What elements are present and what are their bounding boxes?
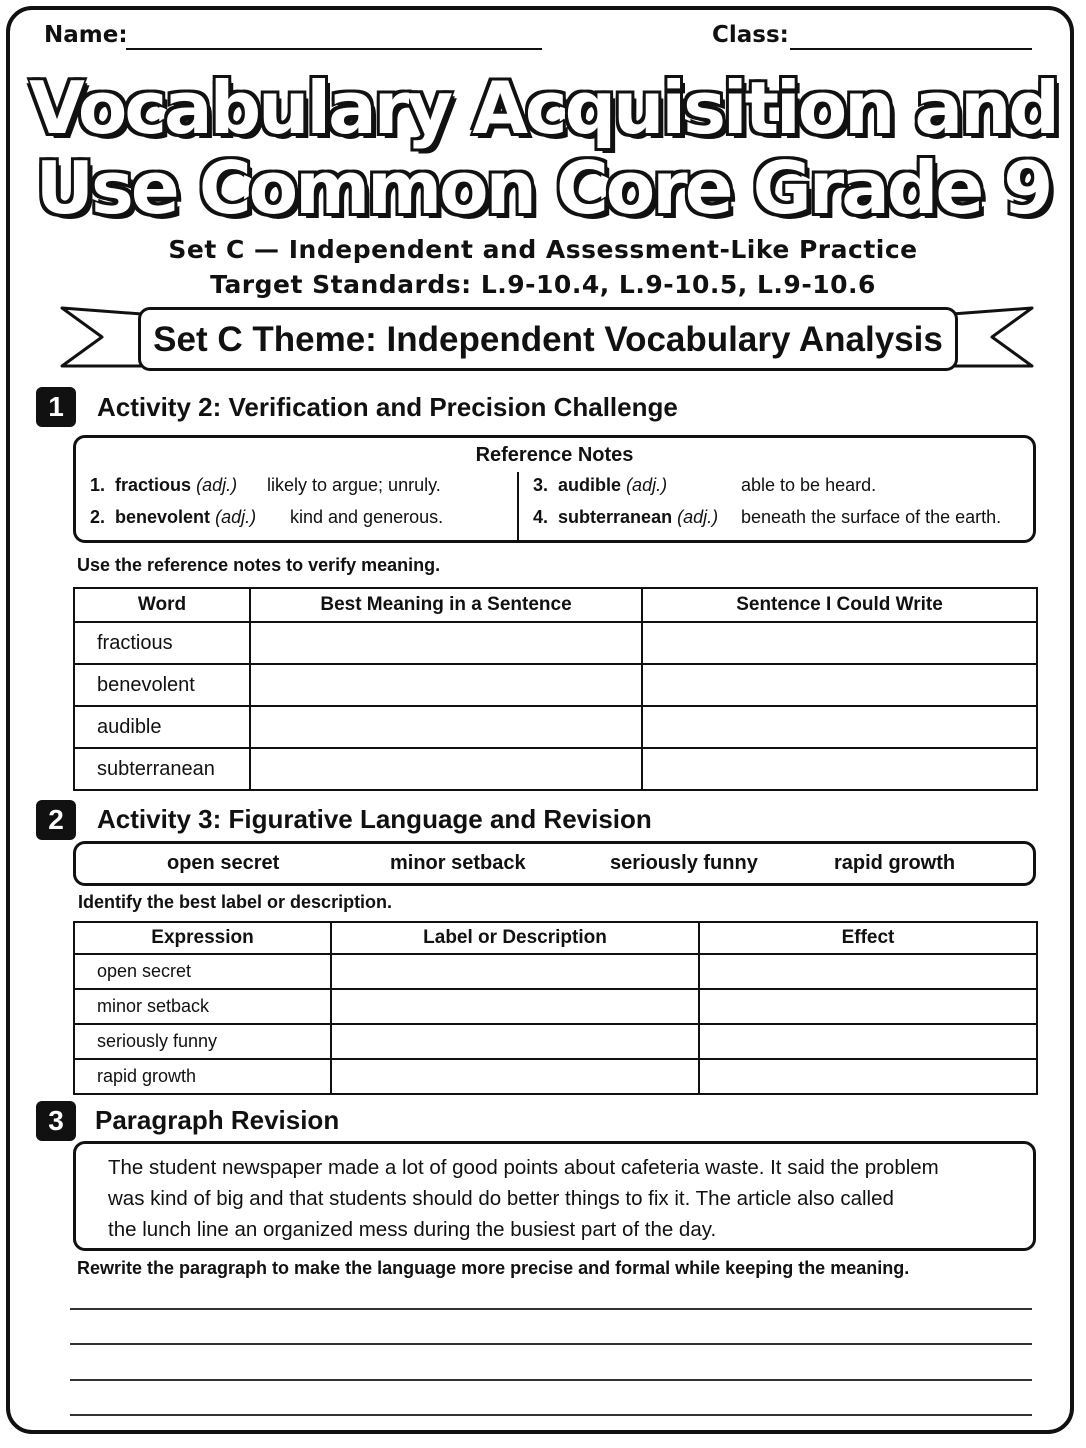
meaning-cell[interactable] xyxy=(250,664,642,706)
meaning-cell[interactable] xyxy=(250,622,642,664)
effect-cell[interactable] xyxy=(699,989,1037,1024)
ref-item-1: 1. fractious (adj.) xyxy=(90,475,238,495)
section-3-instruction: Rewrite the paragraph to make the language more precise and formal while keeping the meaning. xyxy=(77,1258,910,1278)
label-cell[interactable] xyxy=(331,989,699,1024)
vocab-table-header xyxy=(74,588,1037,622)
effect-cell[interactable] xyxy=(699,954,1037,989)
subtitle-standards: Target Standards: L.9-10.4, L.9-10.5, L.9-10.6 xyxy=(210,270,876,299)
section-2-title: Activity 3: Figurative Language and Revision xyxy=(97,804,652,834)
section-1-instruction: Use the reference notes to verify meaning. xyxy=(77,555,441,575)
label-cell[interactable] xyxy=(331,1059,699,1094)
col-header-sentence: Sentence I Could Write xyxy=(642,588,1037,622)
paragraph-line: was kind of big and that students should do better things to fix it. The article also called xyxy=(108,1187,894,1210)
col-header-effect: Effect xyxy=(699,922,1037,954)
word-cell: audible xyxy=(74,706,250,748)
expression-table xyxy=(73,921,1038,1095)
section-1-number: 1 xyxy=(36,387,76,427)
section-3-number: 3 xyxy=(36,1101,76,1141)
ref-def-1: likely to argue; unruly. xyxy=(267,475,441,495)
sentence-cell[interactable] xyxy=(642,664,1037,706)
col-header-expression: Expression xyxy=(74,922,331,954)
col-header-meaning: Best Meaning in a Sentence xyxy=(250,588,642,622)
table-row xyxy=(74,989,1037,1024)
expression-bank-item: minor setback xyxy=(390,852,526,874)
sentence-cell[interactable] xyxy=(642,706,1037,748)
name-field[interactable] xyxy=(126,48,542,50)
title-line-1: Vocabulary Acquisition and xyxy=(29,66,1057,150)
expression-cell: minor setback xyxy=(74,989,331,1024)
effect-cell[interactable] xyxy=(699,1059,1037,1094)
effect-cell[interactable] xyxy=(699,1024,1037,1059)
label-cell[interactable] xyxy=(331,954,699,989)
table-row xyxy=(74,748,1037,790)
expression-table-header xyxy=(74,922,1037,954)
ref-def-2: kind and generous. xyxy=(290,507,444,527)
paragraph-text xyxy=(108,1152,998,1245)
expression-cell: open secret xyxy=(74,954,331,989)
sentence-cell[interactable] xyxy=(642,622,1037,664)
table-row xyxy=(74,706,1037,748)
paragraph-line: the lunch line an organized mess during the busiest part of the day. xyxy=(108,1218,717,1241)
section-2-instruction: Identify the best label or description. xyxy=(78,892,393,912)
col-header-word: Word xyxy=(74,588,250,622)
expression-bank-item: seriously funny xyxy=(610,852,758,874)
writing-line[interactable] xyxy=(70,1379,1032,1381)
writing-line[interactable] xyxy=(70,1414,1032,1416)
table-row xyxy=(74,954,1037,989)
word-cell: subterranean xyxy=(74,748,250,790)
class-label: Class: xyxy=(712,22,789,48)
section-2-number: 2 xyxy=(36,800,76,840)
vocab-table xyxy=(73,587,1038,791)
expression-cell: rapid growth xyxy=(74,1059,331,1094)
ref-def-4: beneath the surface of the earth. xyxy=(741,507,1002,527)
title-line-2: Use Common Core Grade 9 xyxy=(35,146,1051,230)
meaning-cell[interactable] xyxy=(250,748,642,790)
section-3-title: Paragraph Revision xyxy=(95,1105,340,1135)
section-1-title: Activity 2: Verification and Precision Challenge xyxy=(97,392,678,422)
table-row xyxy=(74,1059,1037,1094)
expression-cell: seriously funny xyxy=(74,1024,331,1059)
table-row xyxy=(74,1024,1037,1059)
subtitle-set: Set C — Independent and Assessment-Like Practice xyxy=(168,235,918,264)
writing-line[interactable] xyxy=(70,1343,1032,1345)
paragraph-line: The student newspaper made a lot of good points about cafeteria waste. It said the problem xyxy=(108,1156,939,1179)
table-row xyxy=(74,622,1037,664)
ref-item-4: 4. subterranean (adj.) xyxy=(533,507,719,527)
word-cell: benevolent xyxy=(74,664,250,706)
word-cell: fractious xyxy=(74,622,250,664)
sentence-cell[interactable] xyxy=(642,748,1037,790)
ref-item-2: 2. benevolent (adj.) xyxy=(90,507,257,527)
ref-def-3: able to be heard. xyxy=(741,475,877,495)
expression-bank-item: rapid growth xyxy=(834,852,956,874)
class-field[interactable] xyxy=(790,48,1032,50)
name-label: Name: xyxy=(44,22,128,48)
reference-divider xyxy=(517,472,519,542)
expression-bank-item: open secret xyxy=(167,852,280,874)
table-row xyxy=(74,664,1037,706)
label-cell[interactable] xyxy=(331,1024,699,1059)
theme-banner: Set C Theme: Independent Vocabulary Analysis xyxy=(138,307,958,371)
writing-line[interactable] xyxy=(70,1308,1032,1310)
col-header-label: Label or Description xyxy=(331,922,699,954)
meaning-cell[interactable] xyxy=(250,706,642,748)
ref-item-3: 3. audible (adj.) xyxy=(533,475,668,495)
reference-notes-title: Reference Notes xyxy=(475,444,634,466)
